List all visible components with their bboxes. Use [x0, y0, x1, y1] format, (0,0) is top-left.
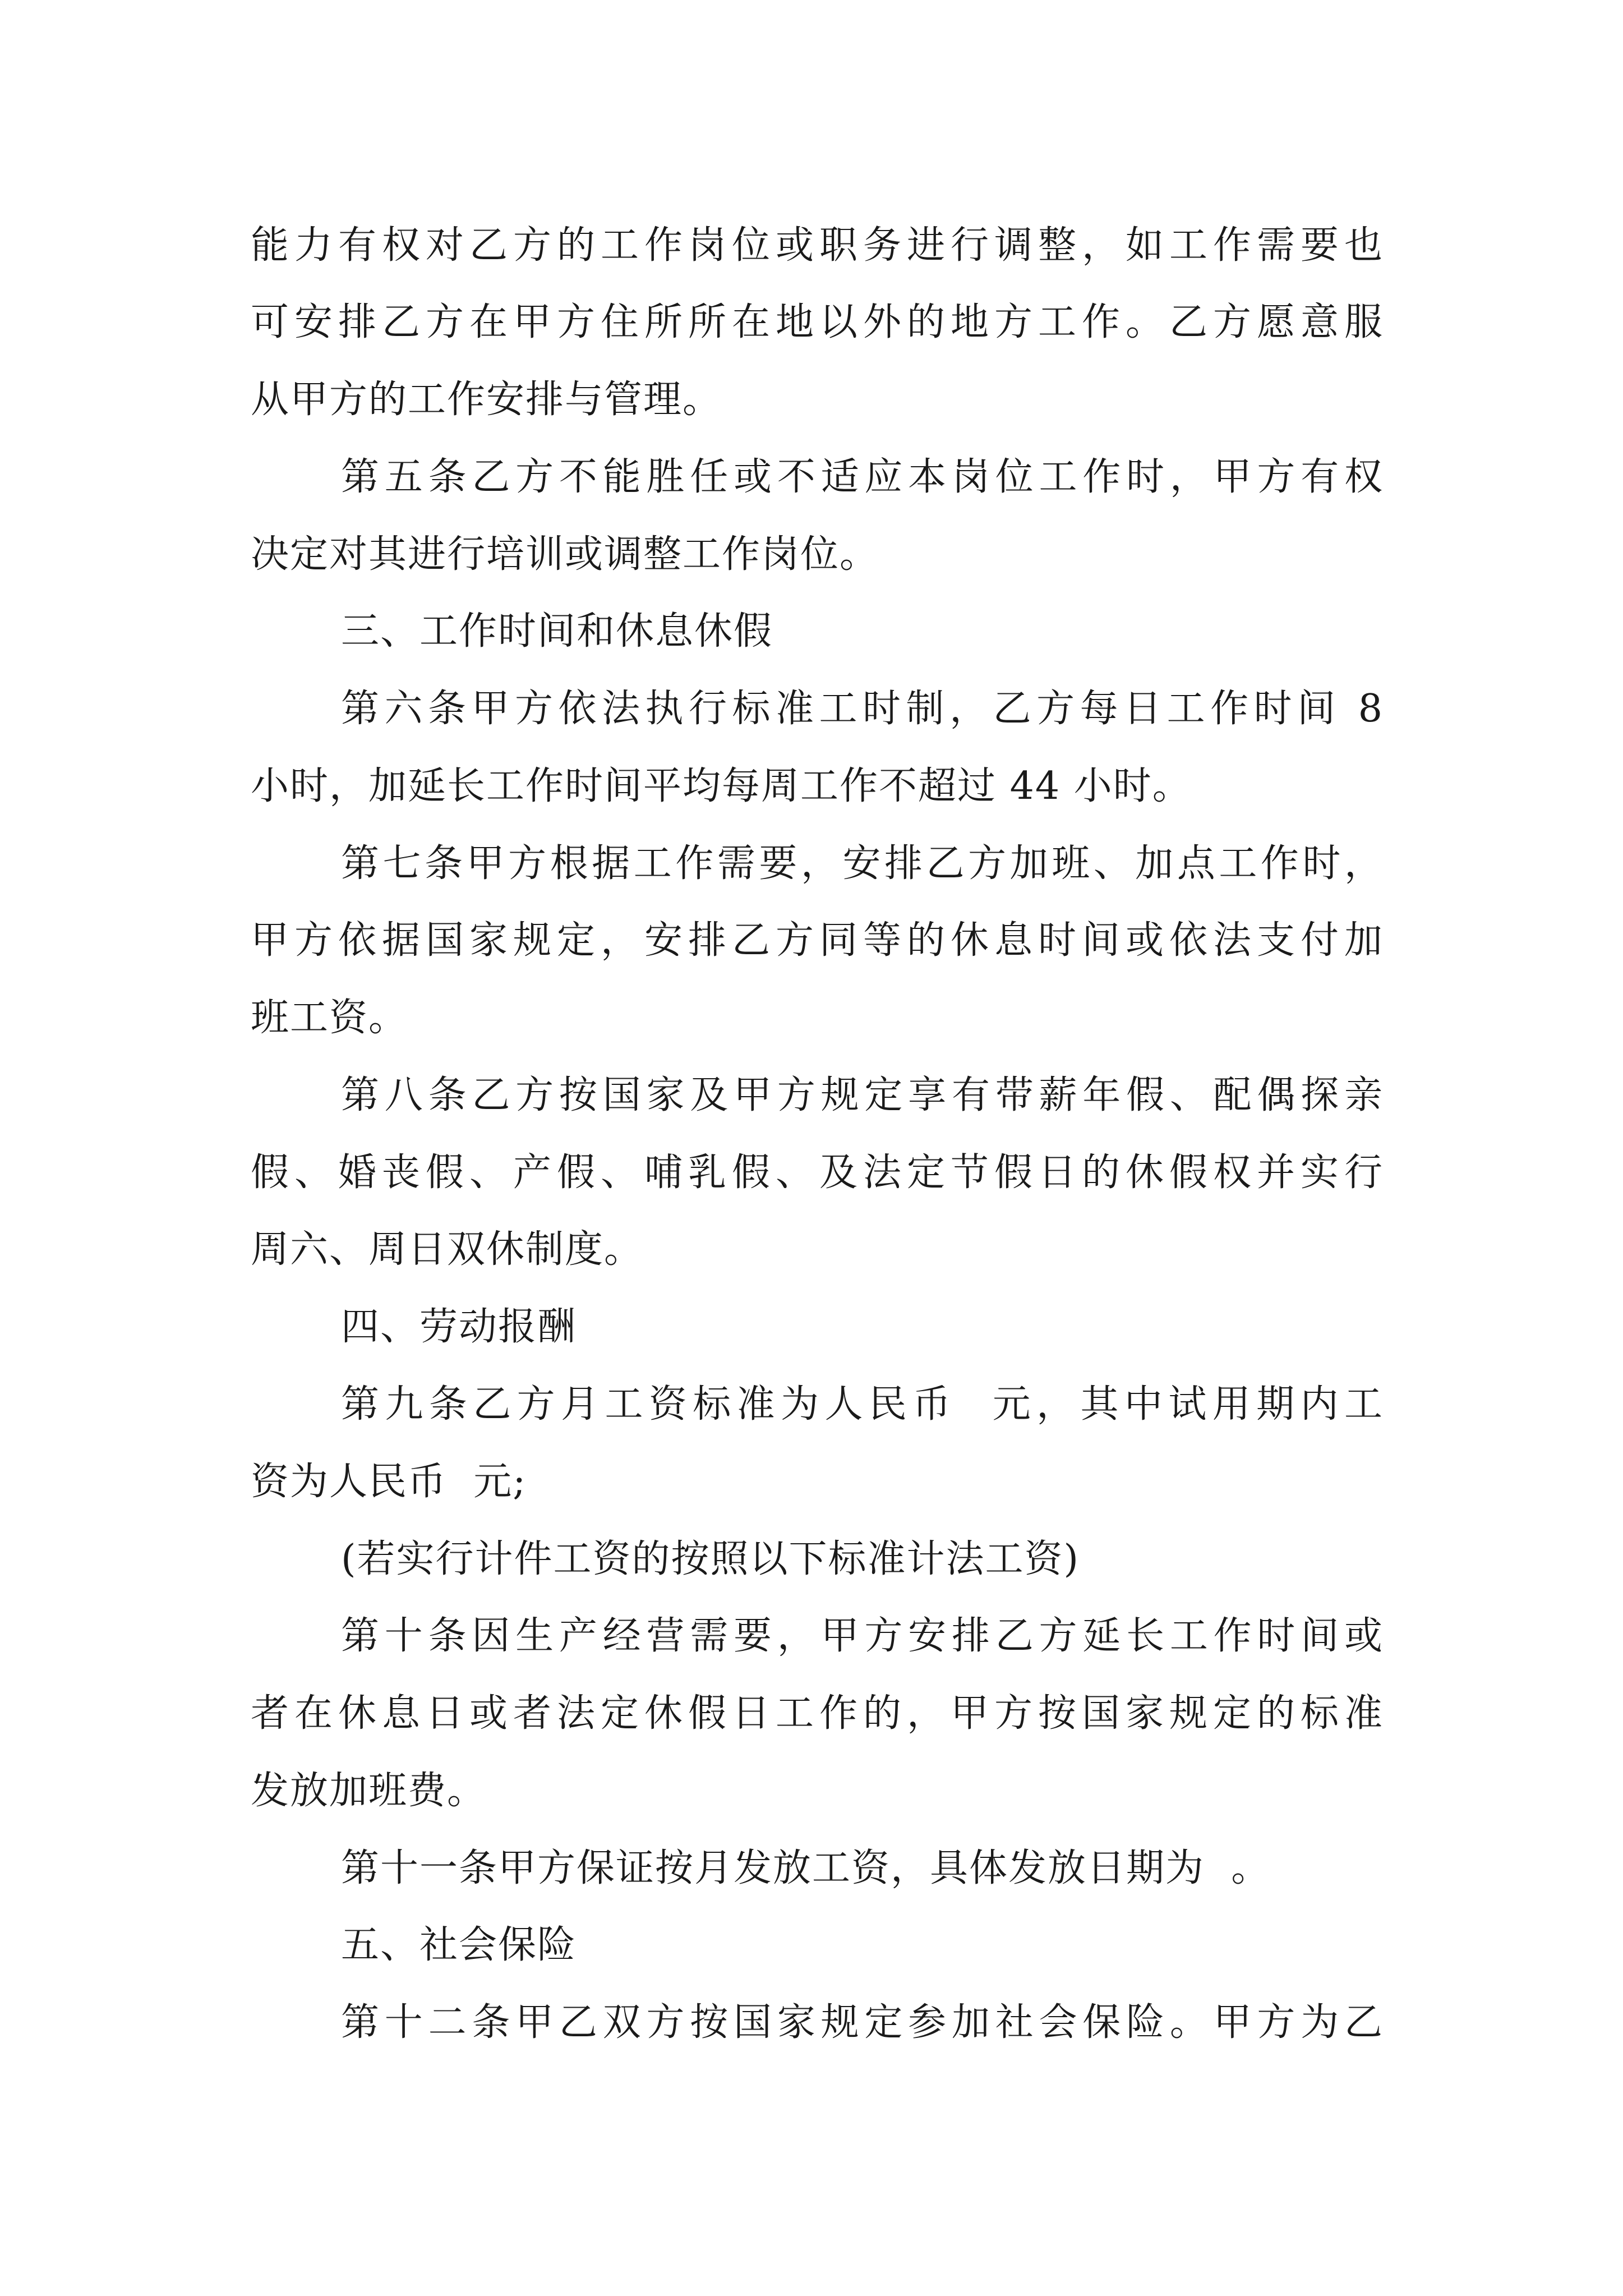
text-line: (若实行计件工资的按照以下标准计法工资)	[341, 1537, 1080, 1581]
text-line: 决定对其进行培训或调整工作岗位。	[251, 532, 879, 577]
text-line: 第七条甲方根据工作需要，安排乙方加班、加点工作时，	[341, 841, 1384, 886]
section-heading: 四、劳动报酬	[341, 1305, 577, 1349]
section-heading: 三、工作时间和休息休假	[341, 609, 773, 654]
text-line: 者在休息日或者法定休假日工作的，甲方按国家规定的标准	[251, 1691, 1384, 1736]
text-line: 可安排乙方在甲方住所所在地以外的地方工作。乙方愿意服	[251, 300, 1384, 344]
text-line: 能力有权对乙方的工作岗位或职务进行调整，如工作需要也	[251, 223, 1384, 268]
text-line: 假、婚丧假、产假、哺乳假、及法定节假日的休假权并实行	[251, 1151, 1384, 1195]
text-line: 从甲方的工作安排与管理。	[251, 378, 722, 422]
text-line: 第十二条甲乙双方按国家规定参加社会保险。甲方为乙	[341, 2000, 1384, 2045]
text-line: 资为人民币 元;	[251, 1460, 527, 1504]
text-line: 第六条甲方依法执行标准工时制，乙方每日工作时间 8	[341, 687, 1384, 731]
text-line: 小时，加延长工作时间平均每周工作不超过 44 小时。	[251, 764, 1192, 808]
text-line: 甲方依据国家规定，安排乙方同等的休息时间或依法支付加	[251, 918, 1384, 963]
section-heading: 五、社会保险	[341, 1923, 577, 1967]
text-line: 班工资。	[251, 996, 408, 1040]
text-line: 第十条因生产经营需要，甲方安排乙方延长工作时间或	[341, 1614, 1384, 1658]
text-line: 第五条乙方不能胜任或不适应本岗位工作时，甲方有权	[341, 455, 1384, 499]
text-line: 第十一条甲方保证按月发放工资，具体发放日期为 。	[341, 1846, 1271, 1890]
text-line: 发放加班费。	[251, 1769, 487, 1813]
text-line: 第八条乙方按国家及甲方规定享有带薪年假、配偶探亲	[341, 1073, 1384, 1117]
text-line: 第九条乙方月工资标准为人民币 元，其中试用期内工	[341, 1382, 1384, 1427]
text-line: 周六、周日双休制度。	[251, 1227, 644, 1272]
